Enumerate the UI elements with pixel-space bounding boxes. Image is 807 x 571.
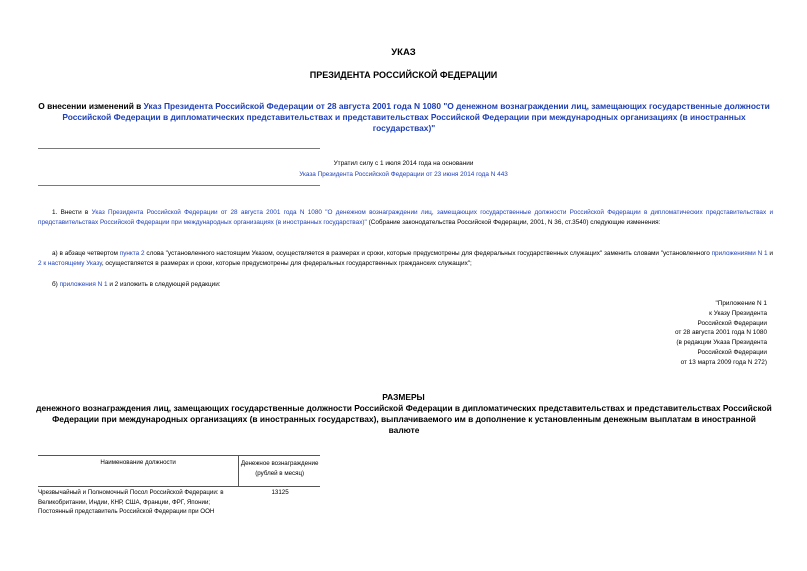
paragraph-1 bbox=[38, 208, 773, 228]
p2-point2-link[interactable]: пункта 2 bbox=[119, 250, 145, 257]
divider-top bbox=[38, 148, 320, 149]
p2-mid1: слова "установленного настоящим Указом, осуществляется в размерах и сроки, которые предусмотрены для федеральных государственных служащих" заменить словами "установленного bbox=[144, 250, 712, 257]
lost-force-note: Утратил силу с 1 июля 2014 года на основании bbox=[333, 160, 474, 167]
document-heading bbox=[36, 101, 772, 134]
remuneration-table bbox=[38, 455, 320, 517]
table-header-position: Наименование должности bbox=[38, 456, 239, 486]
table-header-amount: Денежное вознаграждение (рублей в месяц) bbox=[240, 460, 319, 477]
p1-prefix: 1. Внести в bbox=[52, 209, 92, 216]
p2-suffix: , осуществляется в размерах и сроки, которые предусмотрены для федеральных государственных гражданских служащих"; bbox=[101, 259, 472, 267]
table-cell-position: Чрезвычайный и Полномочный Посол Российской Федерации: в Великобритании, Индии, КНР, США, Франции, ФРГ, Японии; Постоянный представитель Российской Федерации при ООН bbox=[38, 489, 224, 516]
heading-decree-link[interactable]: Указ Президента Российской Федерации от 28 августа 2001 года N 1080 "О денежном вознаграждении лиц, замещающих государственные должности Российской Федерации в дипломатических представительствах и представительствах Российской Федерации при международных организациях (в иностранных государствах)" bbox=[62, 101, 770, 133]
p1-suffix: (Собрание законодательства Российской Федерации, 2001, N 36, ст.3540) следующие изменения: bbox=[366, 218, 661, 226]
p2-prefix: а) в абзаце четвертом bbox=[52, 250, 120, 257]
appendix-line: от 13 марта 2009 года N 272) bbox=[680, 358, 767, 366]
appendix-header bbox=[675, 299, 767, 368]
p1-decree-link[interactable]: Указ Президента Российской Федерации от 28 августа 2001 года N 1080 "О денежном вознаграждении лиц, замещающих государственные должности Российской Федерации в дипломатических представительствах и представительствах Российской Федерации при международных организациях (в иностранных государствах)" bbox=[38, 209, 774, 226]
p2-mid2: и bbox=[767, 250, 773, 257]
p3-prefix: б) bbox=[52, 281, 60, 288]
divider-bottom bbox=[38, 185, 320, 186]
paragraph-b bbox=[38, 280, 773, 290]
p2-appendix1-link[interactable]: приложениями N 1 bbox=[711, 250, 768, 257]
document-subtitle: ПРЕЗИДЕНТА РОССИЙСКОЙ ФЕДЕРАЦИИ bbox=[309, 70, 498, 80]
appendix-line: Российской Федерации bbox=[697, 319, 767, 327]
appendix-line: от 28 августа 2001 года N 1080 bbox=[674, 329, 767, 337]
heading-prefix: О внесении изменений в bbox=[38, 101, 144, 111]
table-header-row bbox=[38, 455, 320, 487]
p2-appendix2-link[interactable]: 2 к настоящему Указу bbox=[38, 259, 102, 267]
appendix-line: (в редакции Указа Президента bbox=[676, 339, 767, 347]
table-row bbox=[38, 488, 320, 517]
sizes-title: РАЗМЕРЫ bbox=[382, 392, 425, 402]
appendix-line: Российской Федерации bbox=[697, 348, 767, 356]
lost-force-decree-link[interactable]: Указа Президента Российской Федерации от 23 июня 2014 года N 443 bbox=[299, 171, 508, 178]
appendix-line: к Указу Президента bbox=[709, 309, 767, 317]
lost-force-line2 bbox=[0, 169, 807, 181]
paragraph-a bbox=[38, 249, 773, 269]
appendix-line: "Приложение N 1 bbox=[715, 300, 767, 307]
document-title: УКАЗ bbox=[391, 47, 416, 58]
sizes-subtitle: денежного вознаграждения лиц, замещающих государственные должности Российской Федерации в дипломатических представительствах и представительствах Российской Федерации при международных организациях (в иностранных государствах), выплачиваемого им в дополнение к установленным денежным выплатам в иностранной валюте bbox=[36, 403, 772, 435]
p3-suffix: и 2 изложить в следующей редакции: bbox=[107, 281, 221, 288]
p3-appendix1-link[interactable]: приложения N 1 bbox=[59, 281, 108, 288]
table-cell-amount: 13125 bbox=[271, 489, 289, 496]
